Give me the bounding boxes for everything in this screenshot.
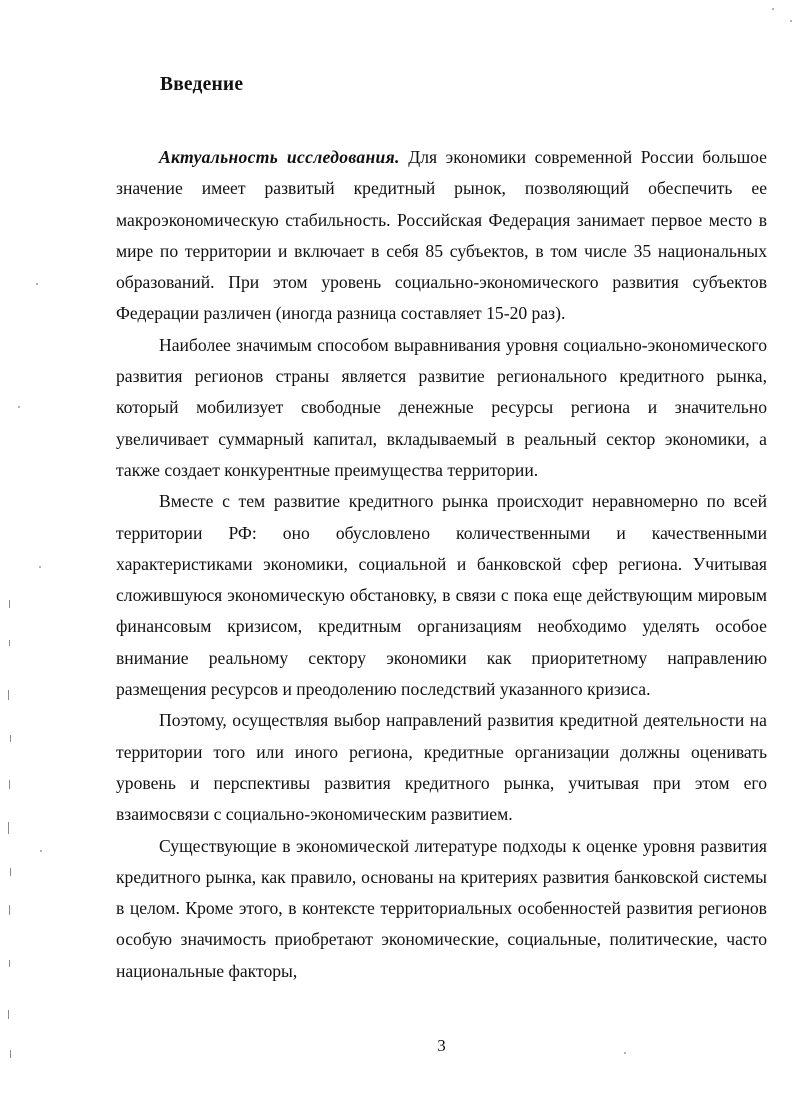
paragraph: Наиболее значимым способом выравнивания уровня социально-экономического развития регионов страны является развитие регионального кредитного рынка, который мобилизует свободные денежные ресурсы региона и значительно увеличивает суммарный капитал, вкладываемый в реальный сектор экономики, а также создает конкурентные преимущества территории. [116, 334, 767, 480]
page-number: 3 [437, 1036, 446, 1055]
paragraph: Существующие в экономической литературе подходы к оценке уровня развития кредитного рынка, как правило, основаны на критериях развития банковской системы в целом. Кроме этого, в контексте территориальных особенностей развития регионов особую значимость приобретают экономические, социальные, политические, часто национальные факторы, [116, 835, 767, 981]
body-text [116, 142, 767, 987]
paragraph-relevance [116, 142, 767, 330]
paragraph: Поэтому, осуществляя выбор направлений развития кредитной деятельности на территории того или иного региона, кредитные организации должны оценивать уровень и перспективы развития кредитного рынка, учитывая при этом его взаимосвязи с социально-экономическим развитием. [116, 710, 767, 825]
paragraph: Вместе с тем развитие кредитного рынка происходит неравномерно по всей территории РФ: оно обусловлено количественными и качественными характеристиками экономики, социальной и банковской сфер региона. Учитывая сложившуюся экономическую обстановку, в связи с пока еще действующим мировым финансовым кризисом, кредитным организациям необходимо уделять особое внимание реальному сектору экономики как приоритетному направлению размещения ресурсов и преодолению последствий указанного кризиса. [116, 491, 767, 700]
paragraph-text: Для экономики современной России большое значение имеет развитый кредитный рынок, позволяющий обеспечить ее макроэкономическую стабильность. Российская Федерация занимает первое место в мире по территории и включает в себя 85 субъектов, в том числе 35 национальных образований. При этом уровень социально-экономического развития субъектов Федерации различен (иногда разница составляет 15-20 раз). [116, 147, 767, 324]
paragraph-lead: Актуальность исследования. [159, 147, 400, 167]
section-heading: Введение [160, 74, 244, 95]
